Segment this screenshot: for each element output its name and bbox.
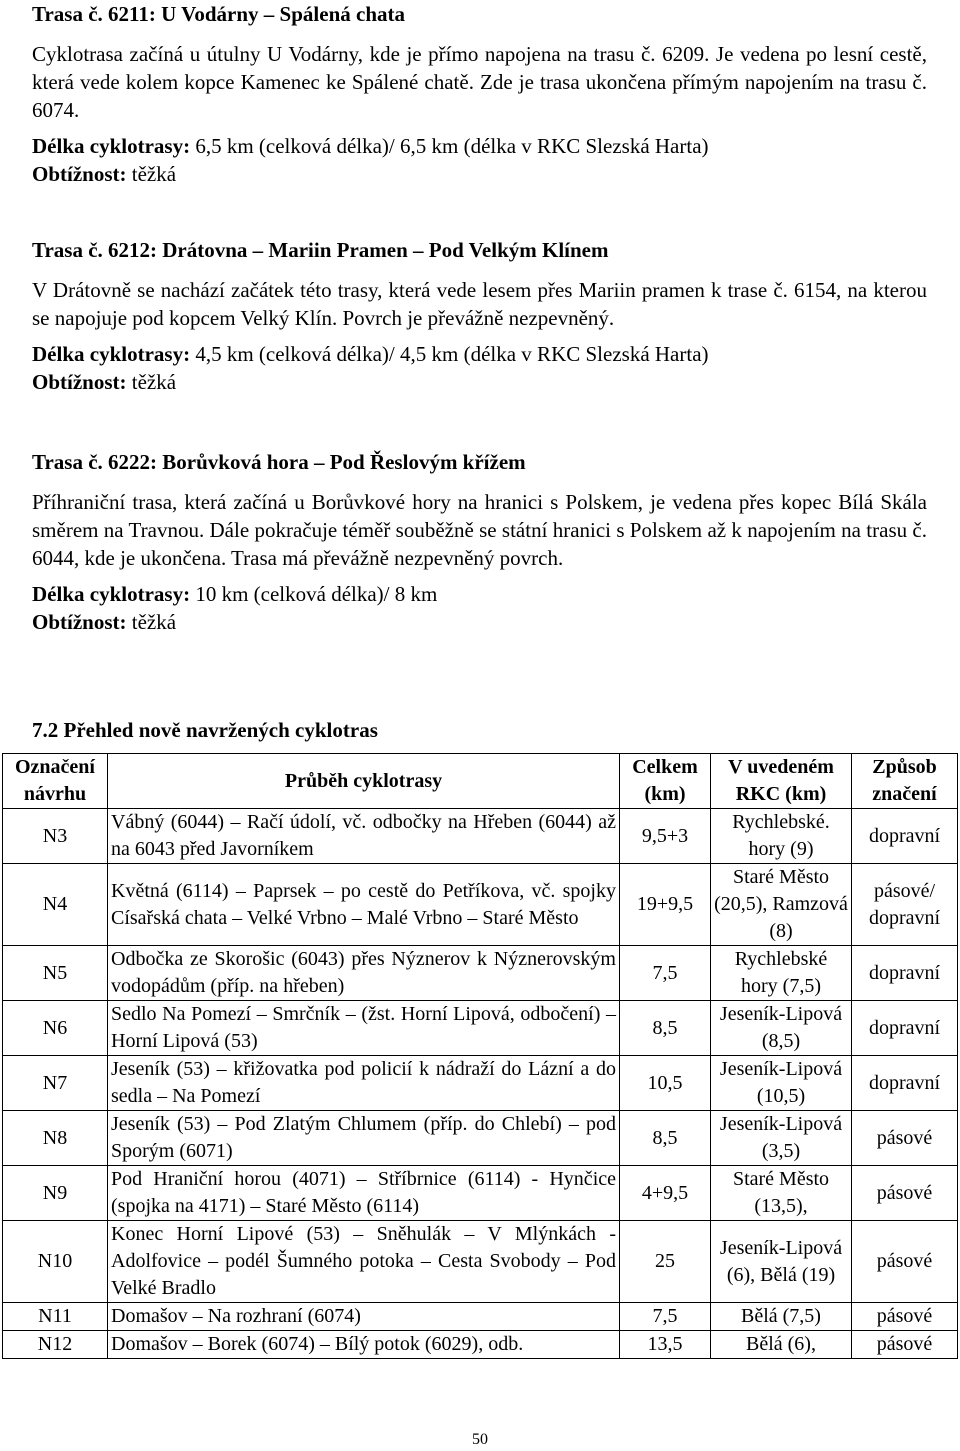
route-marking: pásové/ dopravní [852, 864, 958, 946]
table-row [3, 1056, 958, 1111]
header-marking: Způsob značení [852, 754, 958, 809]
length-label: Délka cyklotrasy: [32, 342, 191, 366]
page-number: 50 [472, 1431, 488, 1448]
header-rkc: V uvedeném RKC (km) [711, 754, 852, 809]
route-marking: dopravní [852, 809, 958, 864]
route-total: 8,5 [620, 1111, 711, 1166]
proposed-routes-table [2, 753, 958, 1359]
route-rkc: Jeseník-Lipová (6), Bělá (19) [711, 1221, 852, 1303]
route-total: 25 [620, 1221, 711, 1303]
route-marking: pásové [852, 1221, 958, 1303]
route-marking: pásové [852, 1111, 958, 1166]
route-code: N10 [3, 1221, 108, 1303]
route-rkc: Bělá (7,5) [711, 1303, 852, 1331]
length-label: Délka cyklotrasy: [32, 582, 191, 606]
route-rkc: Rychlebské. hory (9) [711, 809, 852, 864]
route-code: N4 [3, 864, 108, 946]
route-path: Květná (6114) – Paprsek – po cestě do Petříkova, vč. spojky Císařská chata – Velké Vrbno – Malé Vrbno – Staré Město [108, 864, 620, 946]
difficulty-label: Obtížnost: [32, 162, 127, 186]
route-description: Cyklotrasa začíná u útulny U Vodárny, kde je přímo napojena na trasu č. 6209. Je vedena po lesní cestě, která vede kolem kopce Kamenec ke Spálené chatě. Zde je trasa ukončena přímým napojením na trasu č. 6074. [32, 42, 927, 122]
route-length [32, 340, 927, 368]
route-path: Pod Hraniční horou (4071) – Stříbrnice (6114) - Hynčice (spojka na 4171) – Staré Město (6114) [108, 1166, 620, 1221]
route-rkc: Jeseník-Lipová (10,5) [711, 1056, 852, 1111]
route-path: Domašov – Na rozhraní (6074) [108, 1303, 620, 1331]
route-code: N6 [3, 1001, 108, 1056]
route-path: Konec Horní Lipové (53) – Sněhulák – V Mlýnkách - Adolfovice – podél Šumného potoka – Cesta Svobody – Pod Velké Bradlo [108, 1221, 620, 1303]
route-section-6212 [32, 236, 927, 396]
route-description: Příhraniční trasa, která začíná u Borůvkové hory na hranici s Polskem, je vedena přes kopec Bílá Skála směrem na Travnou. Dále pokračuje téměř souběžně se státní hranici s Polskem až k napojením na trasu č. 6044, kde je ukončena. Trasa má převážně nezpevněný povrch. [32, 490, 927, 570]
route-path: Vábný (6044) – Račí údolí, vč. odbočky na Hřeben (6044) až na 6043 před Javorníkem [108, 809, 620, 864]
route-marking: pásové [852, 1303, 958, 1331]
route-difficulty [32, 608, 927, 636]
route-total: 7,5 [620, 946, 711, 1001]
route-description: V Drátovně se nachází začátek této trasy, která vede lesem přes Mariin pramen k trase č. 6154, na kterou se napojuje pod kopcem Velký Klín. Povrch je převážně nezpevněný. [32, 278, 927, 330]
route-total: 9,5+3 [620, 809, 711, 864]
table-row [3, 1001, 958, 1056]
table-row [3, 1166, 958, 1221]
route-total: 19+9,5 [620, 864, 711, 946]
route-rkc: Staré Město (20,5), Ramzová (8) [711, 864, 852, 946]
route-path: Odbočka ze Skorošic (6043) přes Nýznerov k Nýznerovským vodopádům (příp. na hřeben) [108, 946, 620, 1001]
length-value: 6,5 km (celková délka)/ 6,5 km (délka v RKC Slezská Harta) [195, 134, 709, 158]
table-row [3, 1331, 958, 1359]
route-path: Domašov – Borek (6074) – Bílý potok (6029), odb. [108, 1331, 620, 1359]
route-rkc: Rychlebské hory (7,5) [711, 946, 852, 1001]
route-marking: pásové [852, 1331, 958, 1359]
table-row [3, 1221, 958, 1303]
length-value: 10 km (celková délka)/ 8 km [195, 582, 438, 606]
route-code: N8 [3, 1111, 108, 1166]
header-route: Průběh cyklotrasy [108, 754, 620, 809]
route-total: 13,5 [620, 1331, 711, 1359]
route-title: Trasa č. 6212: Drátovna – Mariin Pramen – Pod Velkým Klínem [32, 238, 609, 262]
length-label: Délka cyklotrasy: [32, 134, 191, 158]
route-code: N12 [3, 1331, 108, 1359]
difficulty-value: těžká [131, 162, 177, 186]
route-code: N5 [3, 946, 108, 1001]
table-row [3, 946, 958, 1001]
difficulty-value: těžká [131, 370, 177, 394]
route-title: Trasa č. 6222: Borůvková hora – Pod Řeslovým křížem [32, 450, 526, 474]
route-total: 7,5 [620, 1303, 711, 1331]
route-path: Jeseník (53) – křižovatka pod policií k nádraží do Lázní a do sedla – Na Pomezí [108, 1056, 620, 1111]
route-marking: dopravní [852, 946, 958, 1001]
route-length [32, 132, 927, 160]
route-section-6211 [32, 0, 927, 188]
route-code: N11 [3, 1303, 108, 1331]
route-title: Trasa č. 6211: U Vodárny – Spálená chata [32, 2, 405, 26]
table-row [3, 864, 958, 946]
route-length [32, 580, 927, 608]
table-header-row [3, 754, 958, 809]
route-code: N3 [3, 809, 108, 864]
route-difficulty [32, 160, 927, 188]
section-heading: 7.2 Přehled nově navržených cyklotras [32, 718, 378, 742]
route-marking: pásové [852, 1166, 958, 1221]
table-row [3, 1111, 958, 1166]
header-code: Označení návrhu [3, 754, 108, 809]
header-total: Celkem (km) [620, 754, 711, 809]
length-value: 4,5 km (celková délka)/ 4,5 km (délka v RKC Slezská Harta) [195, 342, 709, 366]
route-section-6222 [32, 448, 927, 636]
route-marking: dopravní [852, 1001, 958, 1056]
route-rkc: Bělá (6), [711, 1331, 852, 1359]
route-rkc: Jeseník-Lipová (3,5) [711, 1111, 852, 1166]
route-code: N7 [3, 1056, 108, 1111]
difficulty-label: Obtížnost: [32, 610, 127, 634]
route-total: 10,5 [620, 1056, 711, 1111]
route-path: Jeseník (53) – Pod Zlatým Chlumem (příp. do Chlebí) – pod Sporým (6071) [108, 1111, 620, 1166]
route-path: Sedlo Na Pomezí – Smrčník – (žst. Horní Lipová, odbočení) – Horní Lipová (53) [108, 1001, 620, 1056]
route-difficulty [32, 368, 927, 396]
table-row [3, 809, 958, 864]
route-rkc: Staré Město (13,5), [711, 1166, 852, 1221]
route-code: N9 [3, 1166, 108, 1221]
route-total: 8,5 [620, 1001, 711, 1056]
difficulty-label: Obtížnost: [32, 370, 127, 394]
route-total: 4+9,5 [620, 1166, 711, 1221]
table-row [3, 1303, 958, 1331]
route-marking: dopravní [852, 1056, 958, 1111]
difficulty-value: těžká [131, 610, 177, 634]
route-rkc: Jeseník-Lipová (8,5) [711, 1001, 852, 1056]
